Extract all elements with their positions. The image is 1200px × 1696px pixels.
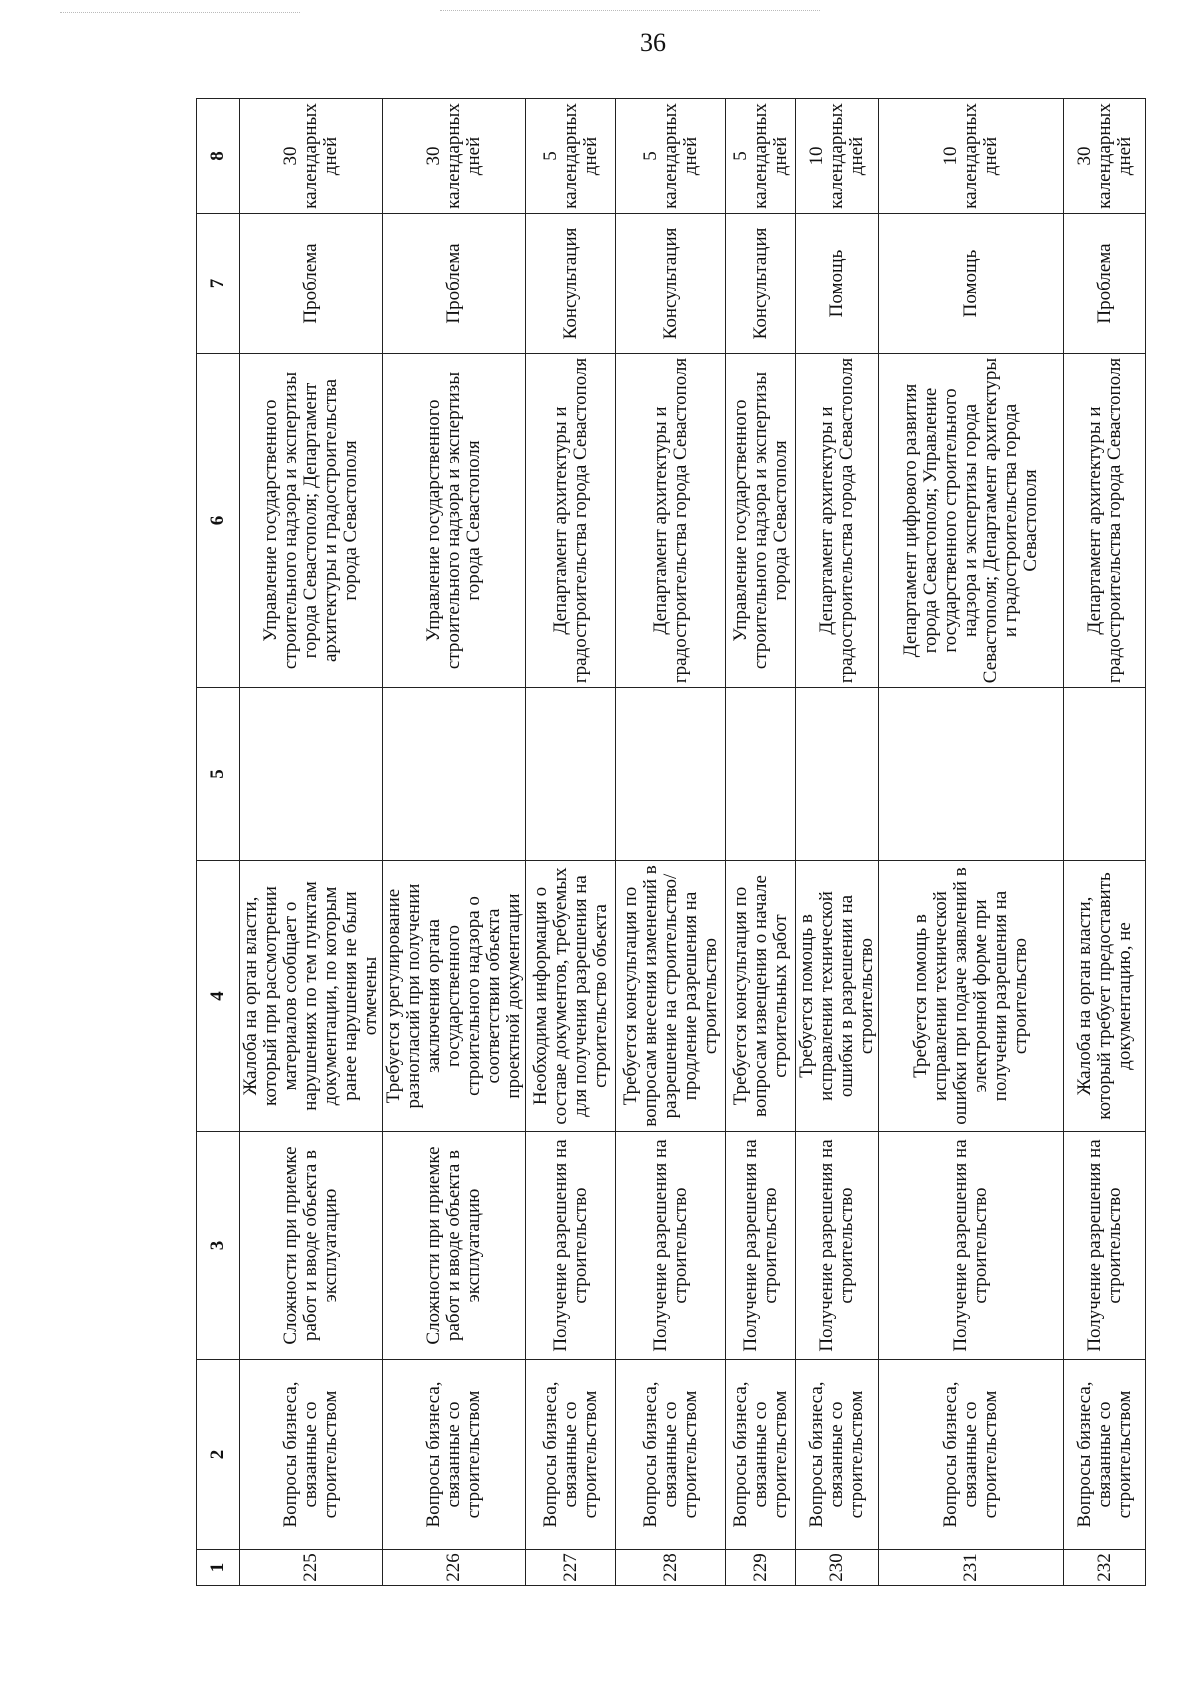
row-term: 5 календарных дней <box>726 99 796 214</box>
row-topic: Получение разрешения на строительство <box>526 1132 616 1360</box>
row-organ: Департамент архитектуры и градостроительства города Севастополя <box>526 354 616 688</box>
row-number: 230 <box>796 1550 879 1586</box>
row-col5 <box>240 688 383 861</box>
row-number: 228 <box>616 1550 726 1586</box>
table-row <box>240 99 383 1586</box>
row-number: 229 <box>726 1550 796 1586</box>
table-row <box>1064 99 1146 1586</box>
row-col5 <box>616 688 726 861</box>
row-organ: Департамент архитектуры и градостроительства города Севастополя <box>1064 354 1146 688</box>
header-cell: 1 <box>197 1550 240 1586</box>
header-cell: 3 <box>197 1132 240 1360</box>
rotated-table-container <box>196 99 1134 1586</box>
row-col5 <box>383 688 526 861</box>
row-col5 <box>879 688 1064 861</box>
row-topic: Получение разрешения на строительство <box>616 1132 726 1360</box>
row-description: Жалоба на орган власти, который требует предоставить документацию, не <box>1064 861 1146 1132</box>
row-topic: Получение разрешения на строительство <box>1064 1132 1146 1360</box>
table-row <box>526 99 616 1586</box>
row-topic: Сложности при приемке работ и вводе объекта в эксплуатацию <box>240 1132 383 1360</box>
page-number: 36 <box>640 28 666 57</box>
row-col5 <box>796 688 879 861</box>
row-organ: Управление государственного строительного надзора и экспертизы города Севастополя <box>726 354 796 688</box>
row-category: Вопросы бизнеса, связанные со строительством <box>879 1360 1064 1550</box>
row-category: Вопросы бизнеса, связанные со строительством <box>796 1360 879 1550</box>
header-row <box>197 99 240 1586</box>
row-col5 <box>526 688 616 861</box>
row-number: 227 <box>526 1550 616 1586</box>
header-cell: 4 <box>197 861 240 1132</box>
header-cell: 7 <box>197 214 240 354</box>
row-category: Вопросы бизнеса, связанные со строительством <box>616 1360 726 1550</box>
row-description: Требуется помощь в исправлении технической ошибки в разрешении на строительство <box>796 861 879 1132</box>
row-topic: Получение разрешения на строительство <box>879 1132 1064 1360</box>
row-number: 226 <box>383 1550 526 1586</box>
header-cell: 6 <box>197 354 240 688</box>
row-topic: Получение разрешения на строительство <box>726 1132 796 1360</box>
row-term: 5 календарных дней <box>526 99 616 214</box>
header-cell: 5 <box>197 688 240 861</box>
row-type: Проблема <box>1064 214 1146 354</box>
row-organ: Управление государственного строительного надзора и экспертизы города Севастополя <box>383 354 526 688</box>
row-type: Помощь <box>796 214 879 354</box>
row-description: Необходима информация о составе документов, требуемых для получения разрешения на строительство объекта <box>526 861 616 1132</box>
row-description: Требуется консультация по вопросам извещения о начале строительных работ <box>726 861 796 1132</box>
row-number: 232 <box>1064 1550 1146 1586</box>
row-description: Требуется консультация по вопросам внесения изменений в разрешение на строительство/продление разрешения на строительство <box>616 861 726 1132</box>
row-topic: Получение разрешения на строительство <box>796 1132 879 1360</box>
row-term: 10 календарных дней <box>879 99 1064 214</box>
header-cell: 2 <box>197 1360 240 1550</box>
row-type: Консультация <box>526 214 616 354</box>
row-col5 <box>726 688 796 861</box>
row-number: 225 <box>240 1550 383 1586</box>
header-cell: 8 <box>197 99 240 214</box>
row-description: Требуется урегулирование разногласий при получении заключения органа государственного строительного надзора о соответствии объекта проектной документации <box>383 861 526 1132</box>
row-term: 5 календарных дней <box>616 99 726 214</box>
row-col5 <box>1064 688 1146 861</box>
row-term: 30 календарных дней <box>240 99 383 214</box>
table-row <box>383 99 526 1586</box>
row-organ: Департамент архитектуры и градостроительства города Севастополя <box>796 354 879 688</box>
row-category: Вопросы бизнеса, связанные со строительством <box>526 1360 616 1550</box>
table-row <box>879 99 1064 1586</box>
services-table <box>196 98 1146 1586</box>
table-row <box>726 99 796 1586</box>
row-type: Проблема <box>240 214 383 354</box>
table-row <box>796 99 879 1586</box>
row-topic: Сложности при приемке работ и вводе объекта в эксплуатацию <box>383 1132 526 1360</box>
row-description: Жалоба на орган власти, который при рассмотрении материалов сообщает о нарушениях по тем пунктам документации, по которым ранее нарушения не были отмечены <box>240 861 383 1132</box>
row-number: 231 <box>879 1550 1064 1586</box>
row-organ: Департамент цифрового развития города Севастополя; Управление государственного строительного надзора и экспертизы города Севастополя; Департамент архитектуры и градостроительства города Севастополя <box>879 354 1064 688</box>
row-type: Помощь <box>879 214 1064 354</box>
row-organ: Управление государственного строительного надзора и экспертизы города Севастополя; Департамент архитектуры и градостроительства города Севастополя <box>240 354 383 688</box>
row-category: Вопросы бизнеса, связанные со строительством <box>1064 1360 1146 1550</box>
row-term: 10 календарных дней <box>796 99 879 214</box>
row-category: Вопросы бизнеса, связанные со строительством <box>240 1360 383 1550</box>
row-type: Консультация <box>726 214 796 354</box>
row-organ: Департамент архитектуры и градостроительства города Севастополя <box>616 354 726 688</box>
row-type: Проблема <box>383 214 526 354</box>
row-category: Вопросы бизнеса, связанные со строительством <box>726 1360 796 1550</box>
row-description: Требуется помощь в исправлении технической ошибки при подаче заявлений в электронной форме при получении разрешения на строительство <box>879 861 1064 1132</box>
row-term: 30 календарных дней <box>1064 99 1146 214</box>
table-row <box>616 99 726 1586</box>
row-category: Вопросы бизнеса, связанные со строительством <box>383 1360 526 1550</box>
row-term: 30 календарных дней <box>383 99 526 214</box>
row-type: Консультация <box>616 214 726 354</box>
